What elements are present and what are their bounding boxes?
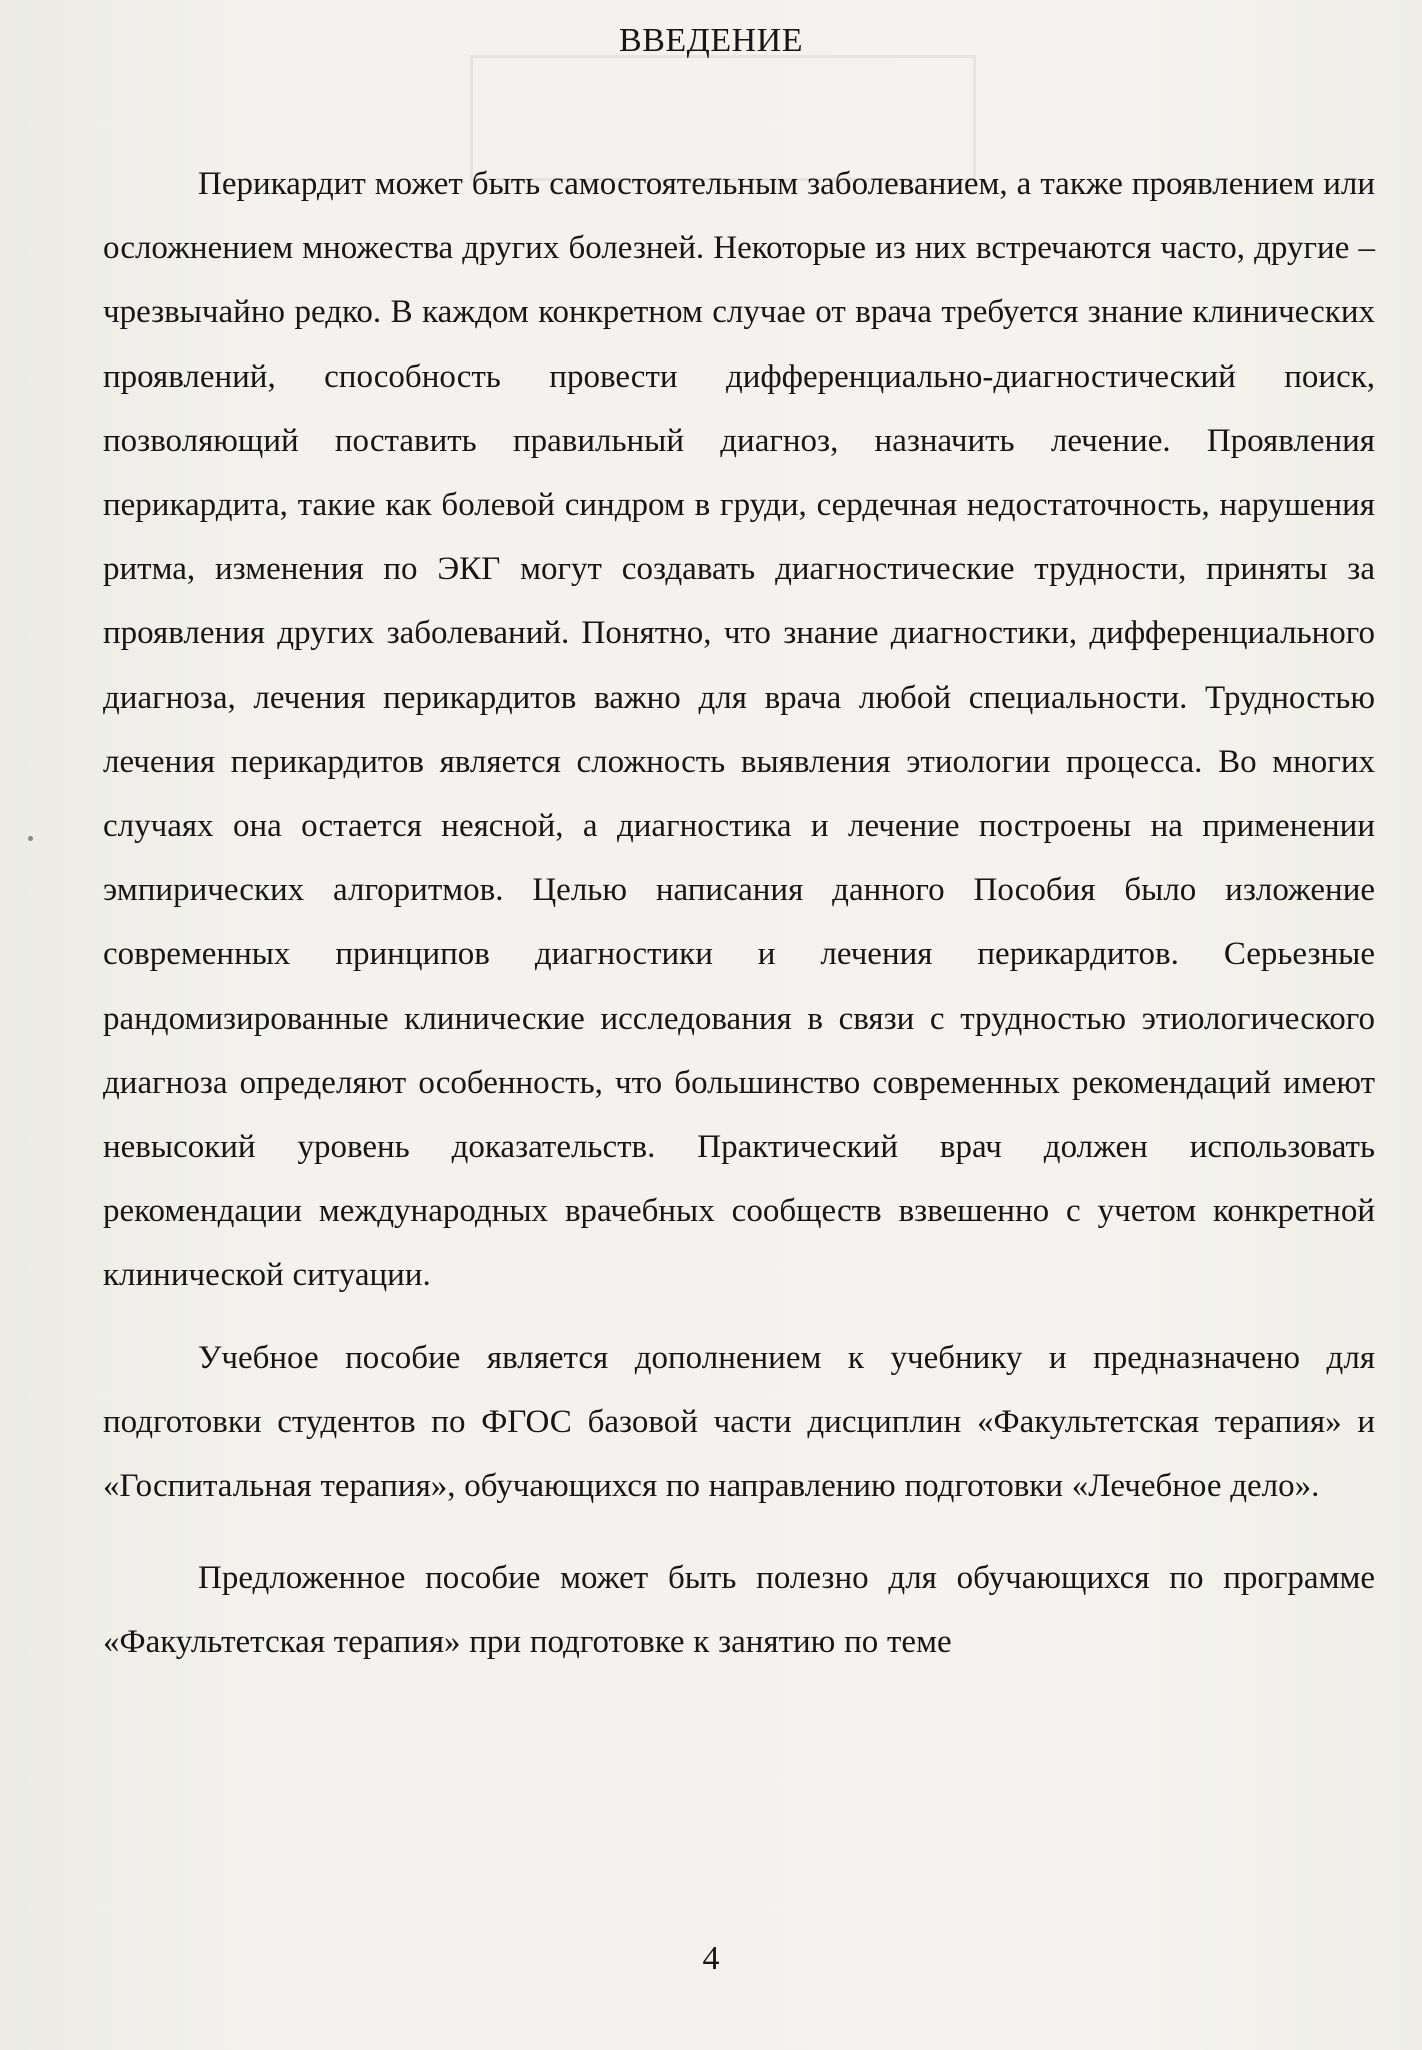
scan-speck (28, 836, 33, 841)
page-number: 4 (702, 1940, 720, 1977)
paragraph-audience: Предложенное пособие может быть полезно для обучающихся по программе «Факультетская терапия» при подготовке к занятию по теме (103, 1560, 1375, 1661)
paragraph-intro: Перикардит может быть самостоятельным заболеванием, а также проявлением или осложнением множества других болезней. Некоторые из них встречаются часто, другие – чрезвычайно редко. В каждом конкретном случае от врача требуется знание клинических проявлений, способность провести дифференциально-диагностический поиск, позволяющий поставить правильный диагноз, назначить лечение. Проявления перикардита, такие как болевой синдром в груди, сердечная недостаточность, нарушения ритма, изменения по ЭКГ могут создавать диагностические трудности, приняты за проявления других заболеваний. Понятно, что знание диагностики, дифференциального диагноза, лечения перикардитов важно для врача любой специальности. Трудностью лечения перикардитов является сложность выявления этиологии процесса. Во многих случаях она остается неясной, а диагностика и лечение построены на применении эмпирических алгоритмов. Целью написания данного Пособия было изложение современных принципов диагностики и лечения перикардитов. Серьезные рандомизированные клинические исследования в связи с трудностью этиологического диагноза определяют особенность, что большинство современных рекомендаций имеют невысокий уровень доказательств. Практический врач должен использовать рекомендации международных врачебных сообществ взвешенно с учетом конкретной клинической ситуации. (103, 166, 1375, 1294)
paragraph-purpose: Учебное пособие является дополнением к учебнику и предназначено для подготовки студентов по ФГОС базовой части дисциплин «Факультетская терапия» и «Госпитальная терапия», обучающихся по направлению подготовки «Лечебное дело». (103, 1339, 1375, 1505)
section-heading: ВВЕДЕНИЕ (619, 22, 803, 59)
body-text (103, 152, 1375, 1675)
